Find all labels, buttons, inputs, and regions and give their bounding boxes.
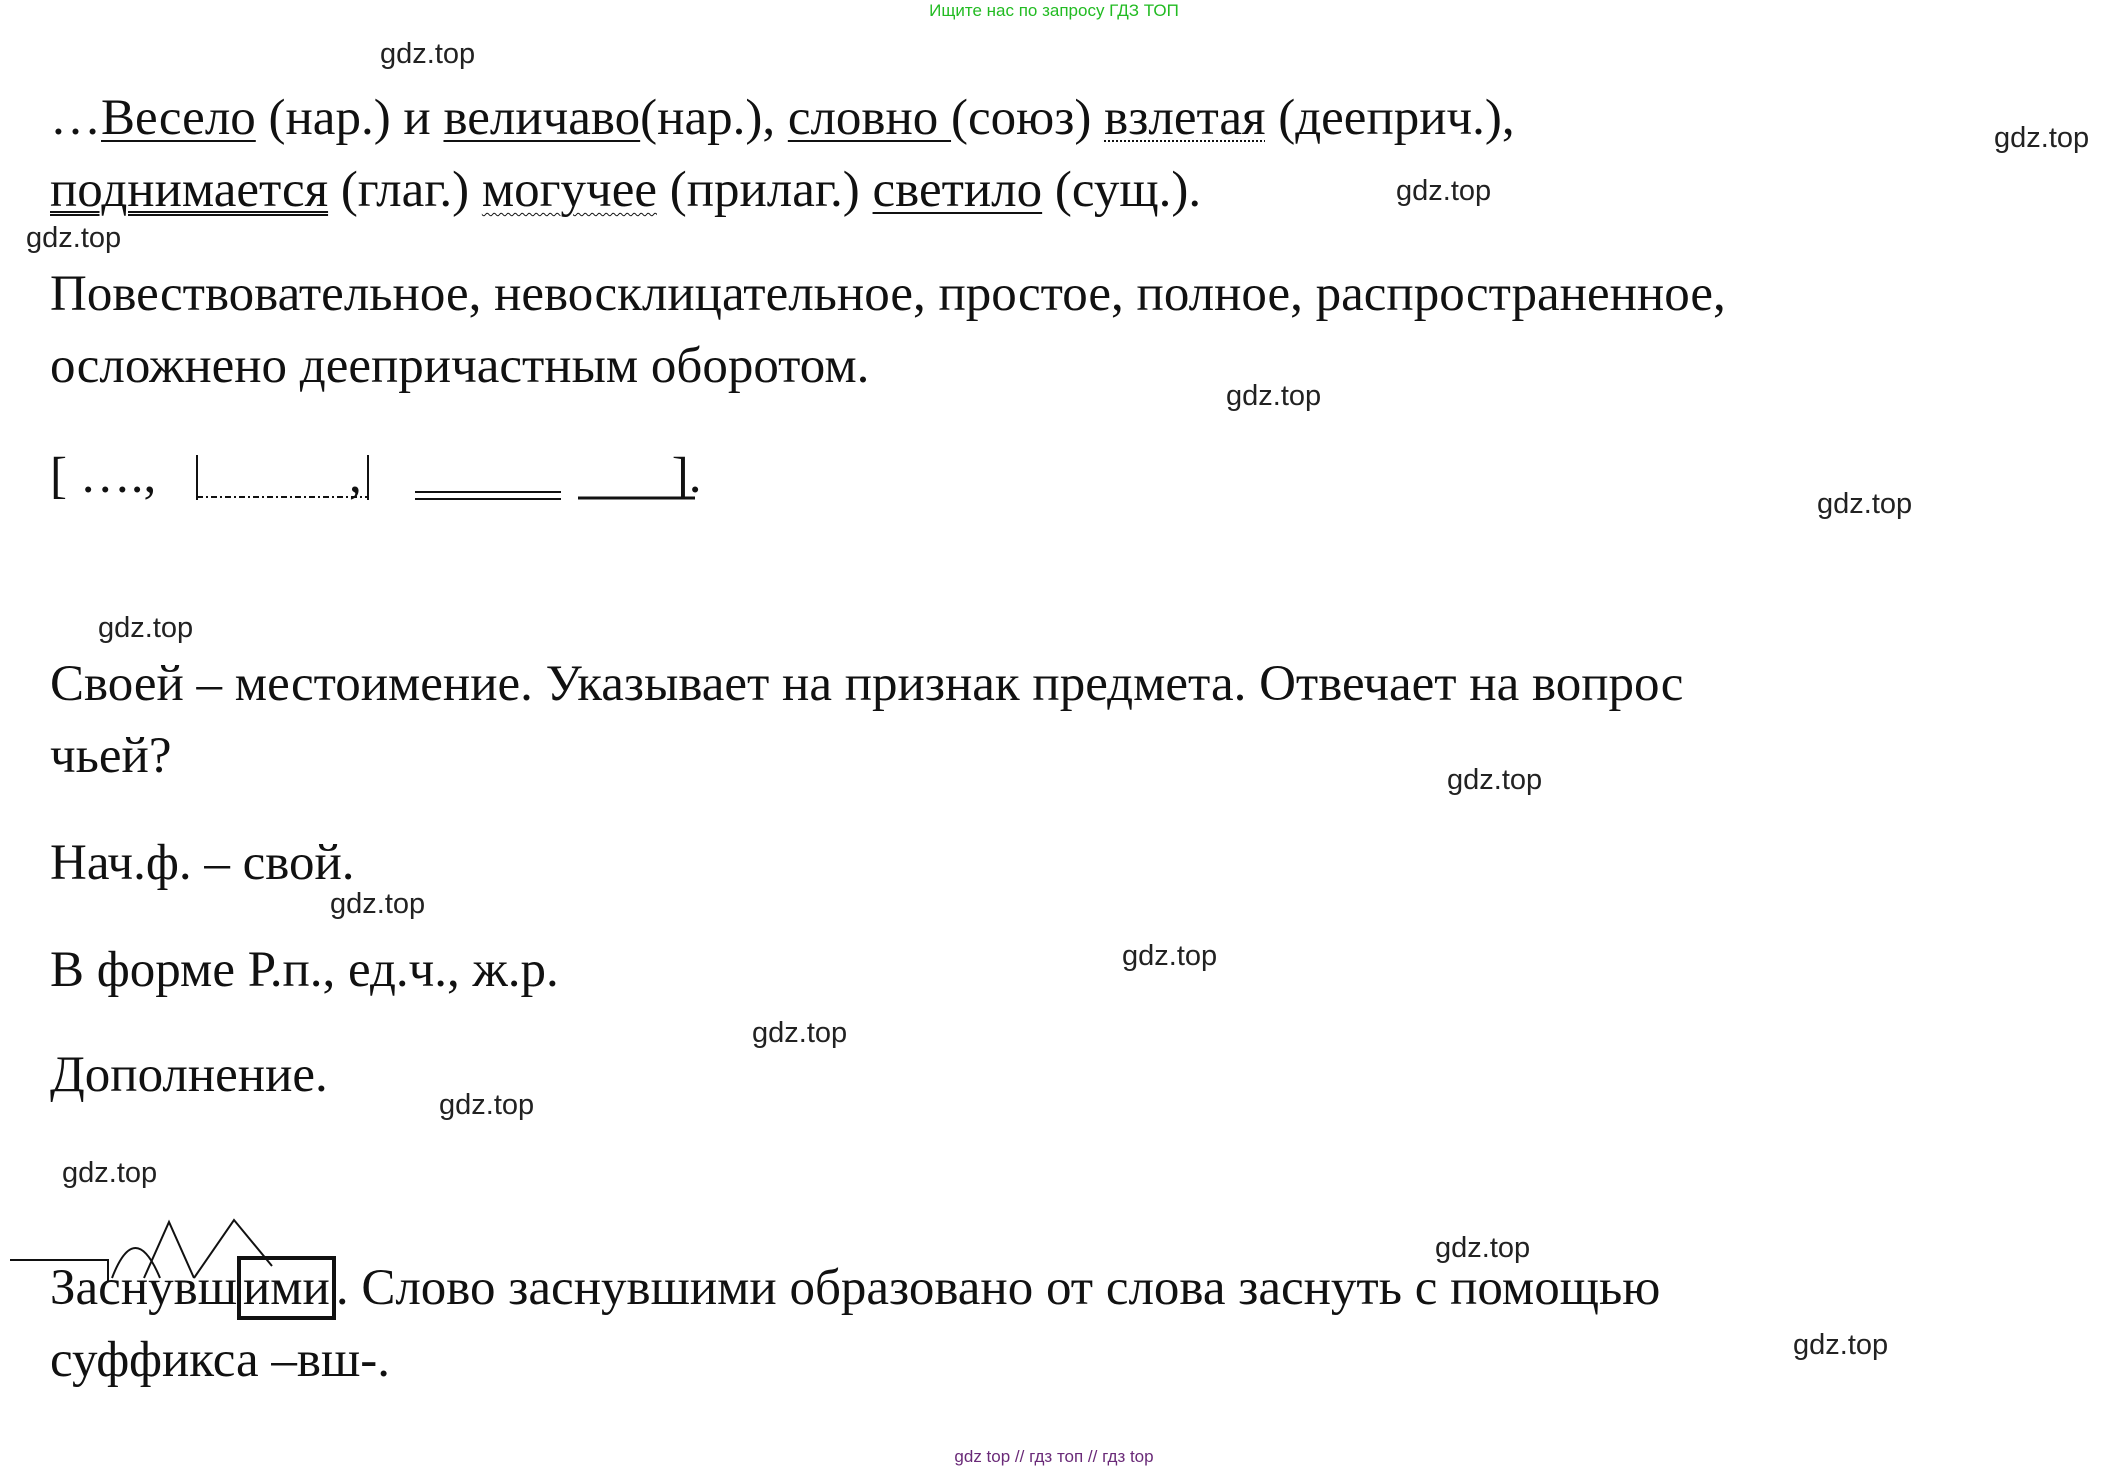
watermark: gdz.top	[1994, 122, 2090, 154]
characteristic-line: осложнено деепричастным оборотом.	[50, 338, 870, 394]
watermark: gdz.top	[380, 38, 476, 70]
initial-form: Нач.ф. – свой.	[50, 835, 355, 891]
word-podnimaetsya: поднимается	[50, 162, 329, 218]
composition-text: суффикса –вш-.	[50, 1332, 391, 1388]
watermark: gdz.top	[1122, 940, 1218, 972]
watermark: gdz.top	[752, 1017, 848, 1049]
word-ending: ими	[237, 1256, 336, 1320]
word-stem: Заснувш	[50, 1260, 237, 1316]
bottom-banner: gdz top // гдз топ // гдз top	[954, 1447, 1154, 1466]
watermark: gdz.top	[330, 888, 426, 920]
watermark: gdz.top	[1817, 488, 1913, 520]
watermark: gdz.top	[62, 1157, 158, 1189]
ellipsis: …	[50, 90, 101, 146]
watermark: gdz.top	[26, 222, 122, 254]
word-svetilo: светило	[872, 162, 1043, 218]
word-velichavo: величаво	[443, 90, 641, 146]
watermark: gdz.top	[1447, 764, 1543, 796]
scheme-close: ].	[671, 448, 702, 504]
watermark: gdz.top	[98, 612, 194, 644]
watermark: gdz.top	[1435, 1232, 1531, 1264]
top-banner: Ищите нас по запросу ГДЗ ТОП	[929, 1, 1179, 20]
part-of-speech: (дееприч.),	[1278, 90, 1515, 146]
pronoun-description: Своей – местоимение. Указывает на признак предмета. Отвечает на вопрос	[50, 656, 1684, 712]
part-of-speech: (глаг.)	[340, 162, 470, 218]
scheme-open: [ ….,	[50, 448, 157, 504]
part-of-speech: (нар.) и	[268, 90, 431, 146]
watermark: gdz.top	[1226, 380, 1322, 412]
watermark: gdz.top	[1396, 175, 1492, 207]
part-of-speech: (сущ.).	[1054, 162, 1202, 218]
watermark: gdz.top	[439, 1089, 535, 1121]
part-of-speech: (прилаг.)	[669, 162, 860, 218]
syntactic-role: Дополнение.	[50, 1047, 328, 1103]
grammatical-form: В форме Р.п., ед.ч., ж.р.	[50, 942, 559, 998]
watermark: gdz.top	[1793, 1329, 1889, 1361]
word-slovno: словно	[787, 90, 952, 146]
composition-text: . Слово заснувшими образовано от слова заснуть с помощью	[335, 1260, 1661, 1316]
characteristic-line: Повествовательное, невосклицательное, простое, полное, распространенное,	[50, 266, 1726, 322]
pronoun-question: чьей?	[50, 728, 172, 784]
word-composition	[50, 1252, 1660, 1396]
word-vzletaya: взлетая	[1104, 90, 1266, 146]
part-of-speech: (нар.),	[640, 90, 776, 146]
part-of-speech: (союз)	[951, 90, 1092, 146]
word-moguchee: могучее	[481, 162, 657, 218]
scheme-comma: ,	[348, 448, 362, 504]
word-veselo: Весело	[101, 90, 256, 146]
